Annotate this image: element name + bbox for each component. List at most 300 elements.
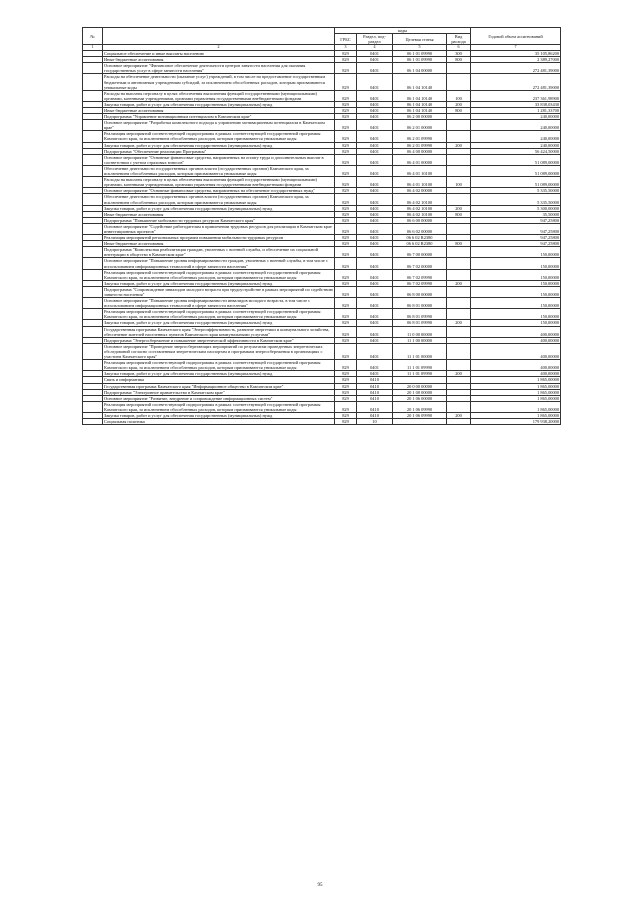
cell-sum: 947,25800	[471, 223, 561, 234]
cell-grbs: 829	[335, 247, 357, 258]
header-row-top	[83, 28, 561, 34]
cell-grbs: 829	[335, 165, 357, 176]
cell-csr: 06 1 04 00000	[393, 63, 447, 74]
cell-rz: 0401	[357, 142, 393, 148]
cell-sum: 400,00000	[471, 337, 561, 343]
cell-csr: 06 1 01 09990	[393, 51, 447, 57]
cell-csr: 20 1 06 09990	[393, 412, 447, 418]
budget-document	[82, 27, 560, 425]
cell-csr: 06 7 00 00000	[393, 247, 447, 258]
table-row	[83, 194, 561, 205]
cell-csr: 11 1 01 09990	[393, 360, 447, 371]
cell-vr: 200	[447, 205, 471, 211]
cell-rz: 0401	[357, 309, 393, 320]
cell-grbs: 829	[335, 286, 357, 297]
cell-name: Закупка товаров, работ и услуг для обеспечения государственных (муниципальных) нужд	[103, 412, 335, 418]
cell-vr	[447, 223, 471, 234]
cell-rz: 0401	[357, 337, 393, 343]
cell-csr: 20 1 06 00000	[393, 395, 447, 401]
cell-sum: 5 335,50000	[471, 194, 561, 205]
cell-num	[83, 90, 103, 101]
cell-name: Иные бюджетные ассигнования	[103, 57, 335, 63]
cell-num	[83, 74, 103, 90]
table-row	[83, 165, 561, 176]
cell-num	[83, 326, 103, 337]
cell-grbs: 829	[335, 309, 357, 320]
cell-vr: 200	[447, 412, 471, 418]
col-index: 2	[103, 45, 335, 51]
cell-vr: 200	[447, 280, 471, 286]
cell-grbs: 829	[335, 148, 357, 154]
cell-csr: 06 8 01 09990	[393, 309, 447, 320]
cell-sum: 150,00000	[471, 320, 561, 326]
cell-sum: 400,00000	[471, 360, 561, 371]
cell-rz: 0401	[357, 188, 393, 194]
table-row	[83, 419, 561, 425]
cell-rz: 0401	[357, 120, 393, 131]
cell-name: Основное мероприятие "Проведение энергосберегающих мероприятий по результатам проведенных энергетических обследований согласно составленным энергетическим паспортам и программам энергосбережения в организациях с участием Камчатского края"	[103, 343, 335, 359]
cell-num	[83, 154, 103, 165]
cell-rz: 0401	[357, 114, 393, 120]
header-vr: Вид расхода	[447, 34, 471, 45]
cell-num	[83, 194, 103, 205]
cell-num	[83, 247, 103, 258]
cell-num	[83, 298, 103, 309]
cell-rz: 0401	[357, 177, 393, 188]
cell-sum: 1 865,00000	[471, 412, 561, 418]
table-row	[83, 343, 561, 359]
cell-rz: 0401	[357, 194, 393, 205]
cell-sum: 2 389,27000	[471, 57, 561, 63]
cell-name: Подпрограмма "Электронное правительство в Камчатском крае"	[103, 389, 335, 395]
cell-num	[83, 309, 103, 320]
cell-csr: 11 1 01 00000	[393, 343, 447, 359]
cell-grbs: 829	[335, 383, 357, 389]
cell-rz: 0401	[357, 326, 393, 337]
cell-vr	[447, 419, 471, 425]
cell-grbs: 829	[335, 298, 357, 309]
cell-name: Закупка товаров, работ и услуг для обеспечения государственных (муниципальных) нужд	[103, 101, 335, 107]
cell-csr: 06 1 04 10140	[393, 90, 447, 101]
table-row	[83, 298, 561, 309]
cell-name: Основное мероприятие "Повышение уровня информированности инвалидов молодого возраста, в том числе с использованием информационных технологий в сфере занятости населения"	[103, 298, 335, 309]
cell-csr: 06 8 00 00000	[393, 286, 447, 297]
cell-name: Реализация мероприятий соответствующей подпрограммы в рамках соответствующей государственной программы Камчатского края, за исключением обособленных расходов, которым присваиваются уникальные коды	[103, 401, 335, 412]
table-row	[83, 269, 561, 280]
col-index: 7	[471, 45, 561, 51]
cell-csr: 06 7 02 09990	[393, 269, 447, 280]
cell-vr: 800	[447, 241, 471, 247]
cell-num	[83, 131, 103, 142]
table-row	[83, 154, 561, 165]
cell-csr: 06 2 01 00000	[393, 120, 447, 131]
col-index: 5	[393, 45, 447, 51]
cell-rz: 0401	[357, 371, 393, 377]
cell-csr: 06 6 02 R2380	[393, 235, 447, 241]
cell-grbs: 829	[335, 401, 357, 412]
cell-vr: 100	[447, 177, 471, 188]
cell-sum: 150,00000	[471, 280, 561, 286]
cell-sum: 272 481,39000	[471, 63, 561, 74]
header-grbs: ГРБС	[335, 34, 357, 45]
cell-vr	[447, 360, 471, 371]
cell-rz: 0401	[357, 298, 393, 309]
cell-vr	[447, 63, 471, 74]
cell-grbs: 829	[335, 235, 357, 241]
cell-csr: 06 4 01 10100	[393, 177, 447, 188]
cell-rz: 0401	[357, 343, 393, 359]
cell-name: Подпрограмма "Повышение мобильности трудовых ресурсов Камчатского края"	[103, 217, 335, 223]
cell-csr: 11 1 01 09990	[393, 371, 447, 377]
cell-grbs: 829	[335, 205, 357, 211]
cell-sum: 150,00000	[471, 258, 561, 269]
cell-vr	[447, 286, 471, 297]
table-row	[83, 286, 561, 297]
cell-sum: 240,00000	[471, 114, 561, 120]
cell-name: Подпрограмма "Комплексная реабилитация граждан, уволенных с военной службы, и обеспечение их социальной интеграции в общество в Камчатском крае"	[103, 247, 335, 258]
cell-name: Социальная политика	[103, 419, 335, 425]
header-name	[103, 28, 335, 45]
cell-name: Реализация мероприятий соответствующей подпрограммы в рамках соответствующей государственной программы Камчатского края, за исключением обособленных расходов, которым присваиваются уникальные коды	[103, 360, 335, 371]
cell-grbs: 829	[335, 142, 357, 148]
cell-csr: 20 1 06 09990	[393, 401, 447, 412]
cell-grbs: 829	[335, 120, 357, 131]
cell-csr: 20 0 00 00000	[393, 383, 447, 389]
cell-rz: 0410	[357, 389, 393, 395]
cell-grbs: 829	[335, 211, 357, 217]
cell-sum: 1 865,00000	[471, 401, 561, 412]
cell-csr: 06 4 01 10100	[393, 165, 447, 176]
cell-csr: 06 4 00 00000	[393, 148, 447, 154]
cell-sum: 240,00000	[471, 120, 561, 131]
cell-name: Подпрограмма "Сопровождение инвалидов молодого возраста при трудоустройстве в рамках мероприятий по содействию занятости населения"	[104, 286, 334, 298]
cell-name: Реализация мероприятий региональных программ повышения мобильности трудовых ресурсов	[103, 235, 335, 241]
cell-sum: 35 105,86200	[471, 51, 561, 57]
cell-sum: 400,00000	[471, 371, 561, 377]
cell-vr	[447, 309, 471, 320]
cell-grbs: 829	[335, 51, 357, 57]
table-row	[83, 177, 561, 188]
cell-grbs: 829	[335, 371, 357, 377]
cell-csr: 11 0 00 00000	[393, 326, 447, 337]
cell-grbs: 829	[335, 419, 357, 425]
cell-rz: 0401	[357, 51, 393, 57]
cell-grbs: 829	[335, 101, 357, 107]
cell-rz: 0401	[357, 360, 393, 371]
cell-vr: 800	[447, 108, 471, 114]
cell-csr: 06 2 00 00000	[393, 114, 447, 120]
cell-num	[83, 258, 103, 269]
cell-rz: 0401	[357, 63, 393, 74]
budget-table	[82, 27, 561, 425]
header-num: №	[83, 28, 103, 45]
header-annual: Годовой объем ассигнований	[471, 28, 561, 45]
cell-num	[83, 419, 103, 425]
cell-rz: 0401	[357, 258, 393, 269]
cell-vr: 300	[447, 51, 471, 57]
cell-name: Подпрограмма "Энергосбережение и повышение энергетической эффективности в Камчатском крае"	[103, 337, 335, 343]
cell-name: Связь и информатика	[103, 377, 335, 383]
cell-rz: 0401	[357, 211, 393, 217]
cell-sum: 237 361,98900	[471, 90, 561, 101]
cell-name: Подпрограмма "Управление мотивационным потенциалом в Камчатском крае"	[103, 114, 335, 120]
table-row	[83, 223, 561, 234]
cell-vr	[447, 401, 471, 412]
cell-vr	[447, 194, 471, 205]
cell-csr: 06 1 04 10140	[393, 74, 447, 90]
cell-name: Государственная программа Камчатского края "Информационное общество в Камчатском крае"	[103, 383, 335, 389]
cell-sum: 947,25800	[471, 241, 561, 247]
header-csr: Целевая статья	[393, 34, 447, 45]
cell-rz: 10	[357, 419, 393, 425]
cell-grbs: 829	[335, 188, 357, 194]
cell-vr	[447, 165, 471, 176]
cell-vr: 200	[447, 101, 471, 107]
table-row	[83, 309, 561, 320]
cell-csr: 06 2 01 09990	[393, 142, 447, 148]
cell-name: Основное мероприятие "Повышение уровня информированности граждан, уволенных с военной службы, в том числе с использованием информационных технологий в сфере занятости населения"	[103, 258, 335, 269]
cell-rz: 0401	[357, 247, 393, 258]
cell-num	[83, 177, 103, 188]
cell-grbs: 829	[335, 63, 357, 74]
cell-rz: 0401	[357, 269, 393, 280]
cell-sum: 150,00000	[471, 309, 561, 320]
cell-grbs: 829	[335, 280, 357, 286]
cell-csr: 06 4 02 10100	[393, 205, 447, 211]
cell-sum: 33 838,03430	[471, 101, 561, 107]
cell-sum: 1 865,00000	[471, 389, 561, 395]
cell-grbs: 829	[335, 108, 357, 114]
cell-sum: 947,25800	[471, 217, 561, 223]
cell-grbs: 829	[335, 343, 357, 359]
table-row	[83, 360, 561, 371]
cell-rz: 0401	[357, 108, 393, 114]
cell-sum: 51 089,00000	[471, 177, 561, 188]
cell-vr: 800	[447, 57, 471, 63]
cell-vr	[447, 120, 471, 131]
header-razdel: Раздел, под- раздел	[357, 34, 393, 45]
table-row	[83, 258, 561, 269]
cell-grbs: 829	[335, 337, 357, 343]
cell-name: Закупка товаров, работ и услуг для обеспечения государственных (муниципальных) нужд	[103, 142, 335, 148]
cell-rz: 0401	[357, 148, 393, 154]
cell-csr: 06 6 02 00000	[393, 223, 447, 234]
col-index: 3	[335, 45, 357, 51]
cell-rz: 0401	[357, 205, 393, 211]
cell-num	[83, 165, 103, 176]
cell-grbs: 829	[335, 241, 357, 247]
cell-vr	[447, 131, 471, 142]
cell-vr: 200	[447, 142, 471, 148]
cell-csr: 20 1 00 00000	[393, 389, 447, 395]
cell-sum: 1 865,00000	[471, 383, 561, 389]
cell-name: Социальное обеспечение и иные выплаты населению	[103, 51, 335, 57]
cell-sum: 1 865,00000	[471, 395, 561, 401]
table-row	[83, 326, 561, 337]
cell-grbs: 829	[335, 57, 357, 63]
cell-sum: 150,00000	[471, 269, 561, 280]
cell-rz: 0401	[357, 235, 393, 241]
cell-vr: 100	[447, 90, 471, 101]
table-row	[83, 74, 561, 90]
table-row	[83, 120, 561, 131]
cell-rz: 0401	[357, 74, 393, 90]
cell-name: Закупка товаров, работ и услуг для обеспечения государственных (муниципальных) нужд	[103, 320, 335, 326]
cell-name: Государственная программа Камчатского края "Энергоэффективность, развитие энергетики и коммунального хозяйства, обеспечение жителей населенных пунктов Камчатского края коммунальными услугами"	[103, 326, 335, 337]
cell-rz: 0410	[357, 383, 393, 389]
cell-sum: 56 424,50000	[471, 148, 561, 154]
cell-csr: 06 1 01 09990	[393, 57, 447, 63]
cell-csr: 06 1 04 10140	[393, 101, 447, 107]
cell-num	[83, 286, 103, 297]
cell-name: Расходы на выплаты персоналу в целях обеспечения выполнения функций государственными (муниципальными) органами, казенными учреждениями, органами управления государственными внебюджетными фондами	[103, 90, 335, 101]
cell-name: Основное мероприятие "Разработка комплексного подхода к управлению мотивационным потенциалом в Камчатском крае"	[103, 120, 335, 131]
cell-vr: 200	[447, 371, 471, 377]
cell-sum: 150,00000	[471, 298, 561, 309]
cell-num	[83, 223, 103, 234]
cell-rz: 0401	[357, 101, 393, 107]
cell-name: Расходы на обеспечение деятельности (оказание услуг) учреждений, в том числе на предоставление государственным бюджетным и автономным учреждениям субсидий, за исключением обособленных расходов, которым присваиваются уникальные коды	[103, 74, 335, 90]
cell-sum: 947,25800	[471, 235, 561, 241]
cell-vr	[447, 258, 471, 269]
cell-rz: 0401	[357, 286, 393, 297]
cell-sum: 272 481,39000	[471, 74, 561, 90]
cell-rz: 0401	[357, 131, 393, 142]
cell-vr	[447, 343, 471, 359]
cell-sum: 150,00000	[471, 247, 561, 258]
cell-name: Иные бюджетные ассигнования	[103, 241, 335, 247]
cell-grbs: 829	[335, 194, 357, 205]
cell-name: Иные бюджетные ассигнования	[103, 108, 335, 114]
cell-sum: 1 865,00000	[471, 377, 561, 383]
cell-rz: 0410	[357, 395, 393, 401]
cell-sum: 51 089,00000	[471, 154, 561, 165]
cell-name: Основное мероприятие "Финансовое обеспечение деятельности центров занятости населения для оказания государственных услуг в сфере занятости населения"	[103, 63, 335, 74]
cell-vr: 200	[447, 320, 471, 326]
cell-name: Реализация мероприятий соответствующей подпрограммы в рамках соответствующей государственной программы Камчатского края, за исключением обособленных расходов, которым присваиваются уникальные коды	[103, 131, 335, 142]
cell-sum: 1 281,33700	[471, 108, 561, 114]
cell-grbs: 829	[335, 131, 357, 142]
cell-sum: 240,00000	[471, 131, 561, 142]
cell-num	[83, 343, 103, 359]
cell-grbs: 829	[335, 269, 357, 280]
cell-name: Закупка товаров, работ и услуг для обеспечения государственных (муниципальных) нужд	[103, 280, 335, 286]
cell-name: Иные бюджетные ассигнования	[103, 211, 335, 217]
cell-vr	[447, 74, 471, 90]
cell-num	[83, 269, 103, 280]
cell-name: Реализация мероприятий соответствующей подпрограммы в рамках соответствующей государственной программы Камчатского края, за исключением обособленных расходов, которым присваиваются уникальные коды	[103, 309, 335, 320]
cell-grbs: 829	[335, 114, 357, 120]
cell-csr: 06 6 00 00000	[393, 217, 447, 223]
cell-csr	[393, 419, 447, 425]
cell-rz: 0401	[357, 320, 393, 326]
cell-rz: 0401	[357, 217, 393, 223]
cell-rz: 0401	[357, 165, 393, 176]
cell-rz: 0401	[357, 57, 393, 63]
table-row	[83, 401, 561, 412]
cell-csr: 06 8 01 09990	[393, 320, 447, 326]
cell-grbs: 829	[335, 377, 357, 383]
cell-num	[83, 360, 103, 371]
col-index: 6	[447, 45, 471, 51]
cell-vr	[447, 326, 471, 337]
cell-name: Расходы на выплаты персоналу в целях обеспечения выполнения функций государственными (муниципальными) органами, казенными учреждениями, органами управления государственными внебюджетными фондами	[103, 177, 335, 188]
cell-grbs: 829	[335, 74, 357, 90]
cell-name: Основное мероприятие "Основные финансовые средства, направленных на обеспечение государственных нужд"	[103, 188, 335, 194]
cell-name: Основное мероприятие "Развитие, внедрение и сопровождение информационных систем"	[103, 395, 335, 401]
cell-grbs: 829	[335, 412, 357, 418]
cell-grbs: 829	[335, 326, 357, 337]
cell-vr	[447, 298, 471, 309]
table-row	[83, 247, 561, 258]
cell-csr: 06 4 01 00000	[393, 154, 447, 165]
cell-name: Закупка товаров, работ и услуг для обеспечения государственных (муниципальных) нужд	[103, 205, 335, 211]
cell-vr	[447, 154, 471, 165]
cell-csr: 06 7 02 09990	[393, 280, 447, 286]
cell-grbs: 829	[335, 90, 357, 101]
cell-grbs: 829	[335, 258, 357, 269]
header-codes: коды	[335, 28, 471, 34]
cell-sum: 179 938,20000	[471, 419, 561, 425]
cell-name: Основное мероприятие "Содействие работодателям в привлечении трудовых ресурсов для реализации в Камчатском крае инвестиционных проектов"	[103, 223, 335, 234]
cell-sum: 35,50000	[471, 211, 561, 217]
cell-name: Реализация мероприятий соответствующей подпрограммы в рамках соответствующей государственной программы Камчатского края, за исключением обособленных расходов, которым присваиваются уникальные коды	[103, 269, 335, 280]
cell-csr: 06 2 01 09990	[393, 131, 447, 142]
cell-rz: 0410	[357, 377, 393, 383]
cell-name: Закупка товаров, работ и услуг для обеспечения государственных (муниципальных) нужд	[103, 371, 335, 377]
cell-csr: 06 4 02 00000	[393, 188, 447, 194]
cell-csr: 06 8 01 00000	[393, 298, 447, 309]
cell-csr: 06 7 02 00000	[393, 258, 447, 269]
cell-sum: 5 300,00000	[471, 205, 561, 211]
cell-vr: 800	[447, 211, 471, 217]
col-index: 4	[357, 45, 393, 51]
cell-grbs: 829	[335, 360, 357, 371]
cell-grbs: 829	[335, 389, 357, 395]
cell-grbs: 829	[335, 320, 357, 326]
cell-num	[83, 401, 103, 412]
cell-name: Обеспечение деятельности государственных органов власти (государственных органов) Камчатского края, за исключением обособленных расходов, которым присваиваются уникальные коды	[103, 194, 335, 205]
cell-rz: 0401	[357, 280, 393, 286]
cell-rz: 0410	[357, 401, 393, 412]
table-row	[83, 90, 561, 101]
cell-num	[83, 120, 103, 131]
table-row	[83, 63, 561, 74]
cell-grbs: 829	[335, 395, 357, 401]
cell-rz: 0401	[357, 90, 393, 101]
cell-sum: 240,00000	[471, 142, 561, 148]
cell-sum: 5 335,50000	[471, 188, 561, 194]
page-number: 95	[317, 883, 323, 888]
cell-csr: 06 1 04 10140	[393, 108, 447, 114]
cell-sum: 400,00000	[471, 326, 561, 337]
cell-rz: 0401	[357, 241, 393, 247]
cell-sum: 400,00000	[471, 343, 561, 359]
cell-csr: 06 4 02 10100	[393, 211, 447, 217]
cell-grbs: 829	[335, 217, 357, 223]
cell-sum: 150,00000	[471, 286, 561, 297]
cell-grbs: 829	[335, 154, 357, 165]
cell-rz: 0410	[357, 412, 393, 418]
cell-csr: 06 6 02 R2380	[393, 241, 447, 247]
cell-name: Обеспечение деятельности государственных органов власти (государственных органов) Камчатского края, за исключением обособленных расходов, которым присваиваются уникальные коды	[103, 165, 335, 176]
cell-vr	[447, 247, 471, 258]
cell-grbs: 829	[335, 223, 357, 234]
table-row	[83, 131, 561, 142]
cell-num	[83, 63, 103, 74]
cell-csr: 06 4 02 10100	[393, 194, 447, 205]
cell-csr: 11 1 00 00000	[393, 337, 447, 343]
